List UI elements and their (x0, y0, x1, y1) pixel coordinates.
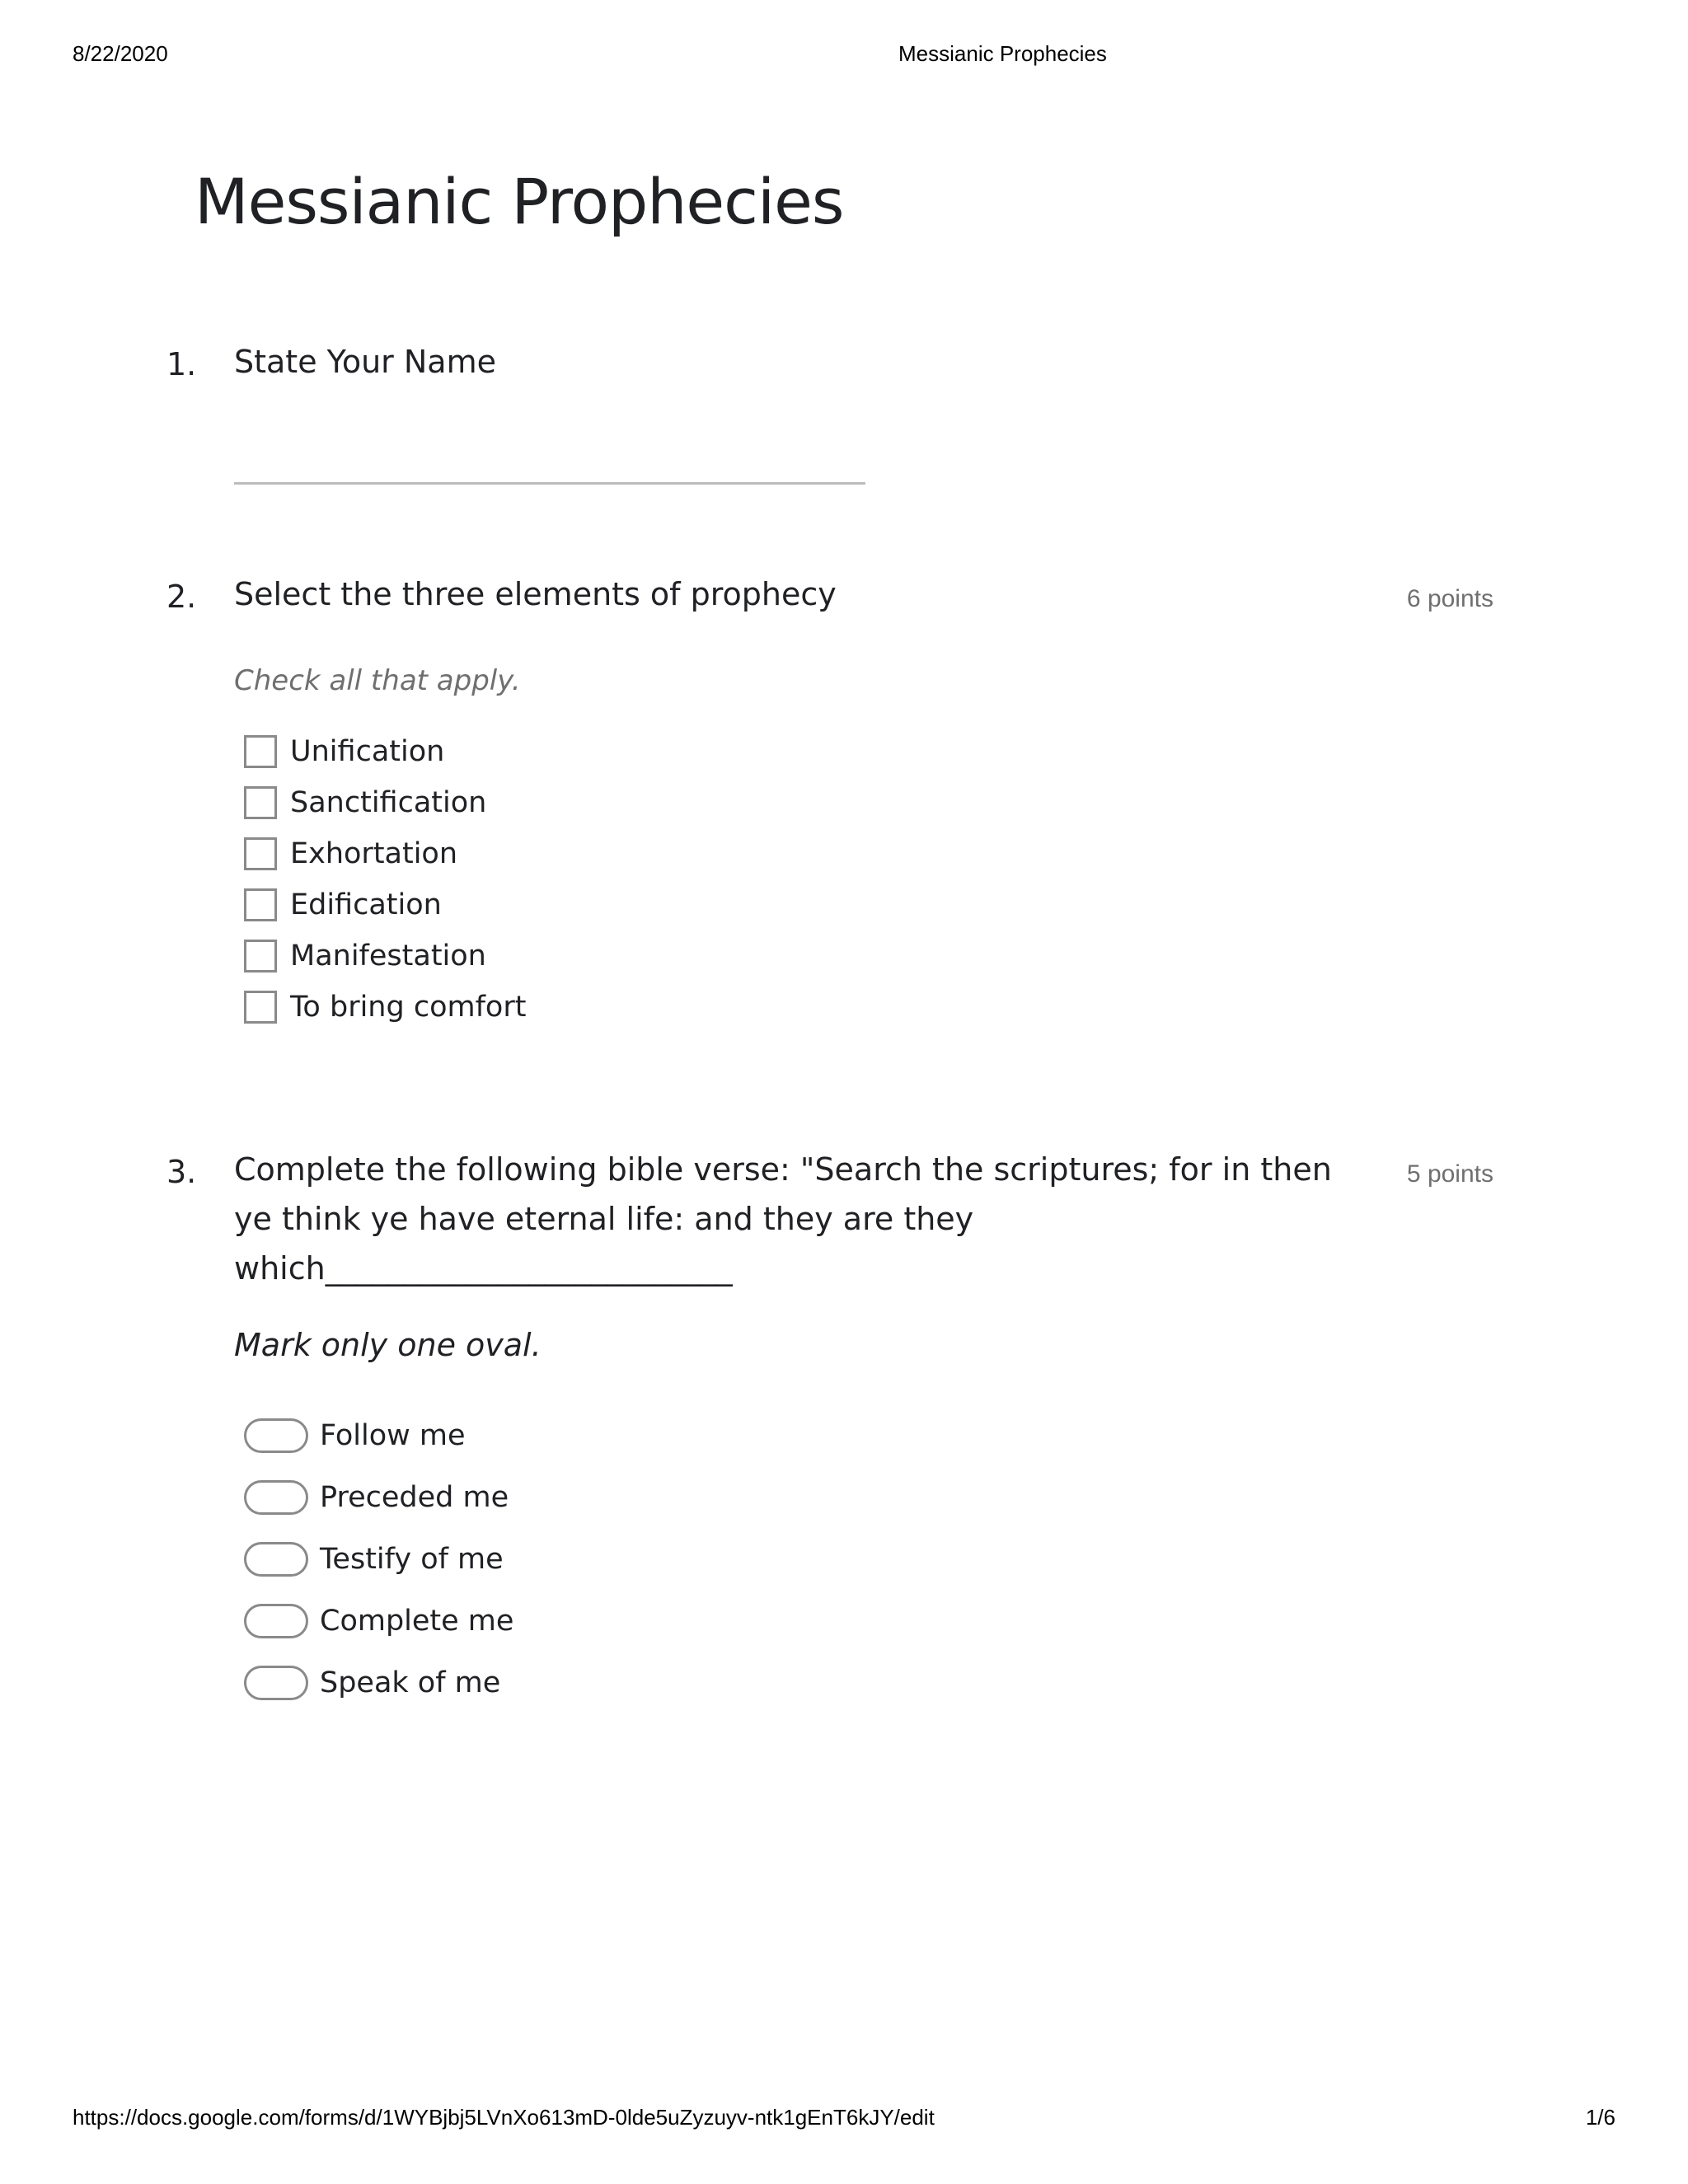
radio-option[interactable] (244, 1652, 513, 1713)
checkbox-options (244, 726, 526, 1033)
question-text: Complete the following bible verse: "Search the scriptures; for in then ye think ye have eternal life: and they are they which__________________________ (234, 1151, 1332, 1286)
option-label: Sanctification (290, 786, 487, 819)
radio-option[interactable] (244, 1590, 513, 1652)
radio-oval[interactable] (244, 1480, 308, 1515)
radio-option[interactable] (244, 1466, 513, 1528)
checkbox[interactable] (244, 991, 277, 1024)
checkbox[interactable] (244, 837, 277, 870)
checkbox-option[interactable] (244, 982, 526, 1033)
option-label: Speak of me (320, 1666, 501, 1699)
radio-option[interactable] (244, 1404, 513, 1466)
option-label: Preceded me (320, 1480, 509, 1514)
question-number: 2. (166, 579, 197, 615)
question-number: 3. (166, 1154, 197, 1190)
checkbox-option[interactable] (244, 726, 526, 777)
checkbox[interactable] (244, 786, 277, 819)
radio-options (244, 1404, 513, 1713)
radio-oval[interactable] (244, 1666, 308, 1700)
option-label: Follow me (320, 1418, 466, 1452)
option-label: Complete me (320, 1604, 514, 1638)
radio-oval[interactable] (244, 1604, 308, 1638)
question-points: 6 points (1406, 585, 1493, 612)
print-header (73, 41, 1615, 68)
checkbox-option[interactable] (244, 828, 526, 879)
print-url: https://docs.google.com/forms/d/1WYBjbj5LVnXo613mD-0lde5uZyzuyv-ntk1gEnT6kJY/edit (73, 2105, 935, 2130)
radio-option[interactable] (244, 1528, 513, 1590)
question-points: 5 points (1406, 1160, 1493, 1188)
page-number: 1/6 (1585, 2105, 1615, 2130)
print-date: 8/22/2020 (73, 41, 168, 66)
option-label: Exhortation (290, 837, 458, 870)
name-answer-field[interactable] (234, 482, 865, 485)
print-footer (73, 2105, 1615, 2131)
option-label: Edification (290, 888, 442, 921)
option-label: Testify of me (320, 1542, 504, 1576)
form-title: Messianic Prophecies (195, 165, 844, 238)
checkbox-option[interactable] (244, 879, 526, 930)
question-text: State Your Name (234, 344, 496, 380)
checkbox-option[interactable] (244, 930, 526, 982)
option-label: Manifestation (290, 940, 486, 972)
radio-oval[interactable] (244, 1418, 308, 1453)
option-label: Unification (290, 735, 445, 768)
checkbox[interactable] (244, 940, 277, 972)
print-page-title: Messianic Prophecies (898, 41, 1107, 66)
checkbox-option[interactable] (244, 777, 526, 828)
question-instruction: Mark only one oval. (234, 1327, 542, 1363)
question-number: 1. (166, 346, 197, 382)
checkbox[interactable] (244, 888, 277, 921)
radio-oval[interactable] (244, 1542, 308, 1577)
question-text: Select the three elements of prophecy (234, 576, 837, 612)
question-instruction: Check all that apply. (234, 664, 521, 697)
option-label: To bring comfort (290, 991, 527, 1024)
checkbox[interactable] (244, 735, 277, 768)
